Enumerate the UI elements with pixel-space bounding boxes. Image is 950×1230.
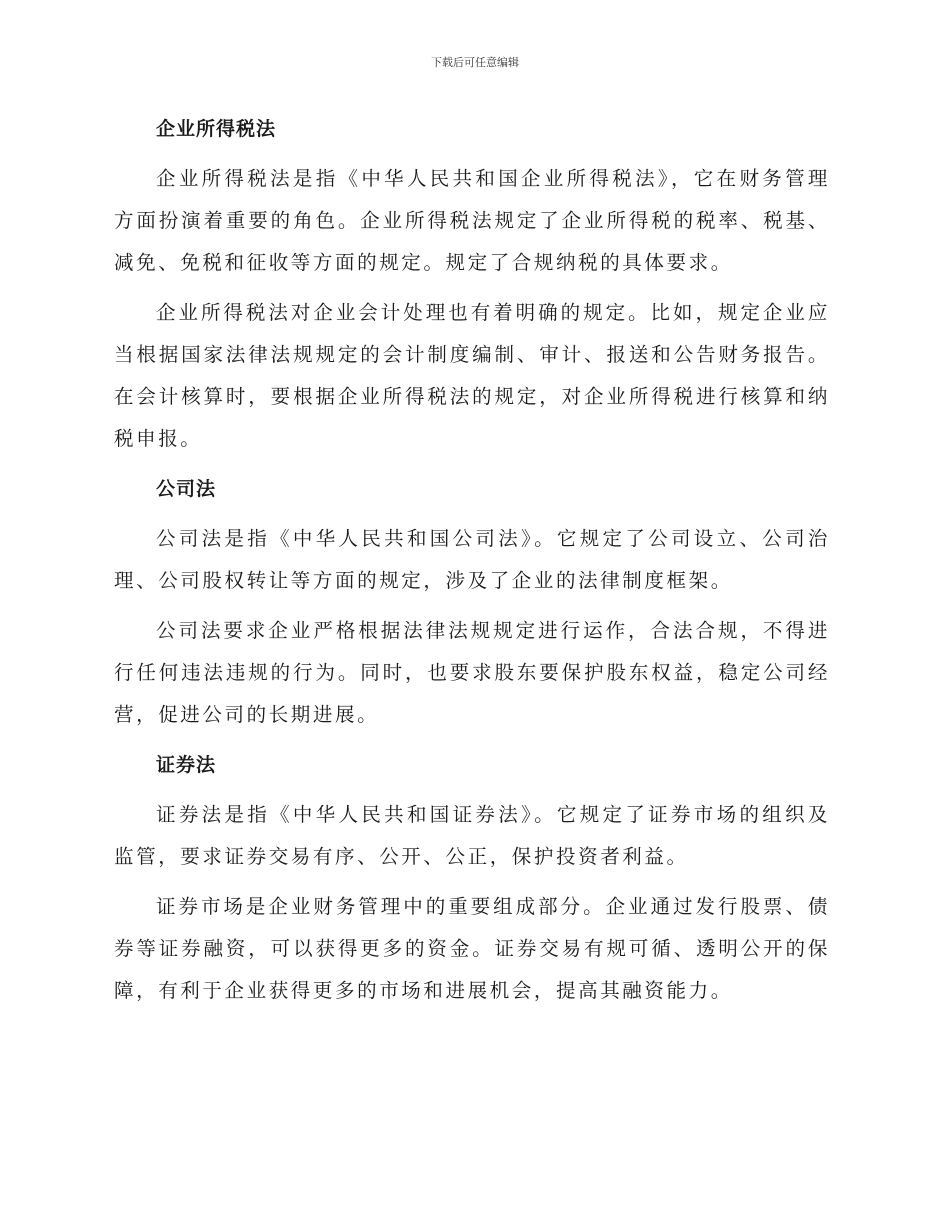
section-company-law — [114, 468, 830, 736]
paragraph: 证券法是指《中华人民共和国证券法》。它规定了证券市场的组织及监管，要求证券交易有序、公开、公正，保护投资者利益。 — [114, 803, 830, 868]
paragraph: 公司法是指《中华人民共和国公司法》。它规定了公司设立、公司治理、公司股权转让等方面的规定，涉及了企业的法律制度框架。 — [114, 527, 830, 592]
page-header-note: 下载后可任意编辑 — [431, 56, 519, 69]
section-heading: 证券法 — [156, 754, 217, 776]
paragraph: 证券市场是企业财务管理中的重要组成部分。企业通过发行股票、债券等证券融资，可以获得更多的资金。证券交易有规可循、透明公开的保障，有利于企业获得更多的市场和进展机会，提高其融资能力。 — [114, 895, 830, 1002]
paragraph: 企业所得税法对企业会计处理也有着明确的规定。比如，规定企业应当根据国家法律法规规定的会计制度编制、审计、报送和公告财务报告。在会计核算时，要根据企业所得税法的规定，对企业所得税进行核算和纳税申报。 — [114, 301, 830, 450]
section-corporate-income-tax-law — [114, 108, 830, 460]
section-heading: 公司法 — [156, 478, 217, 500]
paragraph: 企业所得税法是指《中华人民共和国企业所得税法》，它在财务管理方面扮演着重要的角色。企业所得税法规定了企业所得税的税率、税基、减免、免税和征收等方面的规定。规定了合规纳税的具体要求。 — [114, 167, 830, 274]
section-heading: 企业所得税法 — [156, 118, 277, 140]
section-securities-law — [114, 744, 830, 1012]
document-body — [114, 108, 830, 1020]
paragraph: 公司法要求企业严格根据法律法规规定进行运作，合法合规，不得进行任何违法违规的行为。同时，也要求股东要保护股东权益，稳定公司经营，促进公司的长期进展。 — [114, 619, 830, 726]
